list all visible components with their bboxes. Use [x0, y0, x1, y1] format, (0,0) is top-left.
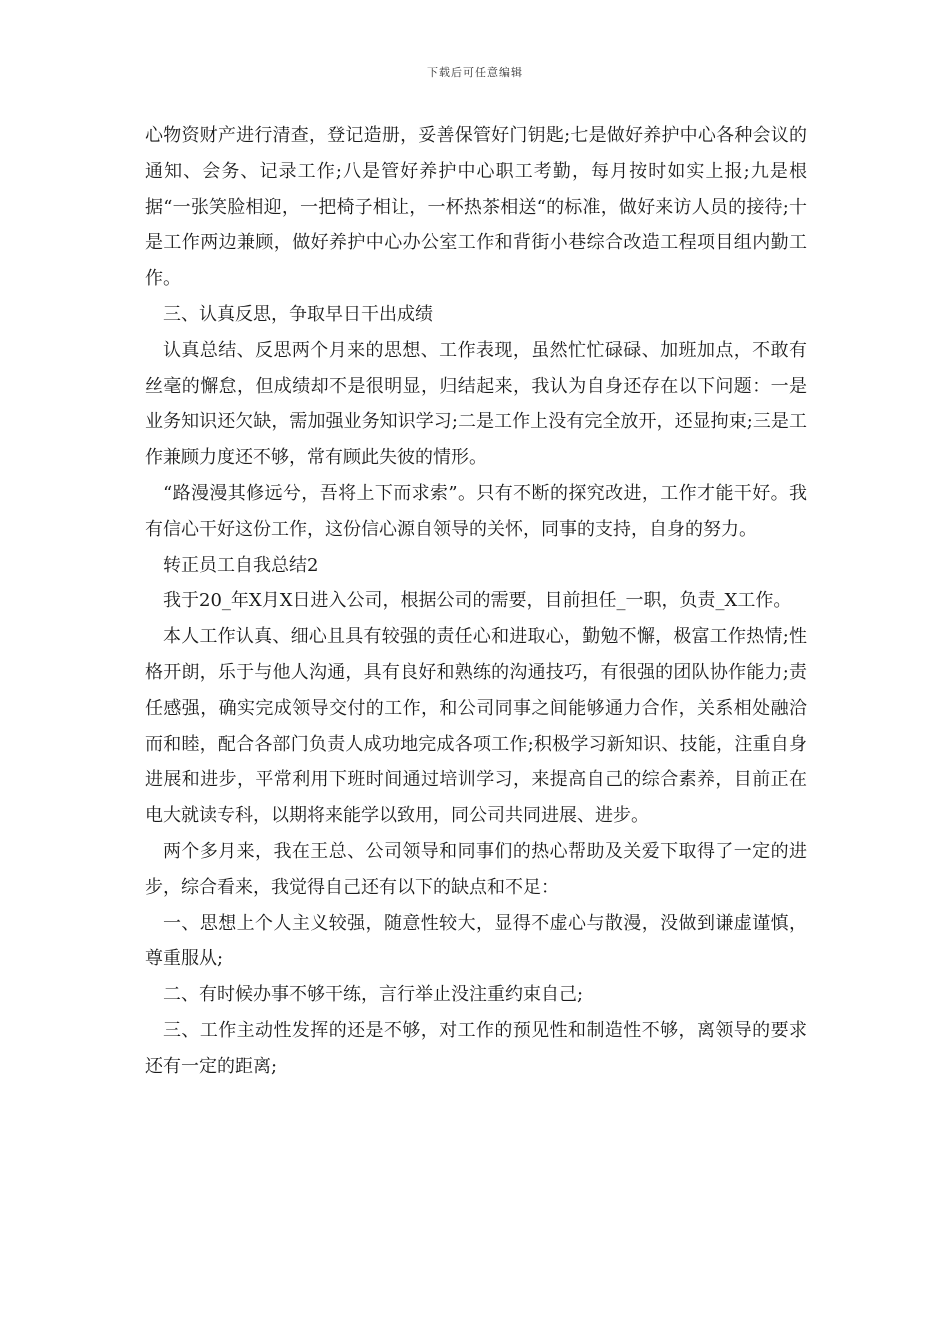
list-item: 二、有时候办事不够干练，言行举止没注重约束自己;	[163, 984, 584, 1006]
list-item: 三、工作主动性发挥的还是不够，对工作的预见性和制造性不够，离领导的要求还有一定的距离;	[145, 1019, 807, 1077]
paragraph: 本人工作认真、细心且具有较强的责任心和进取心，勤勉不懈，极富工作热情;性格开朗，乐于与他人沟通，具有良好和熟练的沟通技巧，有很强的团队协作能力;责任感强，确实完成领导交付的工作，和公司同事之间能够通力合作，关系相处融洽而和睦，配合各部门负责人成功地完成各项工作;积极学习新知识、技能，注重自身进展和进步，平常利用下班时间通过培训学习，来提高自己的综合素养，目前正在电大就读专科，以期将来能学以致用，同公司共同进展、进步。	[145, 626, 807, 827]
paragraph: 认真总结、反思两个月来的思想、工作表现，虽然忙忙碌碌、加班加点，不敢有丝毫的懈怠，但成绩却不是很明显，归结起来，我认为自身还存在以下问题：一是业务知识还欠缺，需加强业务知识学习;二是工作上没有完全放开，还显拘束;三是工作兼顾力度还不够，常有顾此失彼的情形。	[145, 339, 807, 469]
list-item: 一、思想上个人主义较强，随意性较大，显得不虚心与散漫，没做到谦虚谨慎，尊重服从;	[145, 912, 807, 970]
page-header: 下载后可任意编辑	[427, 66, 523, 79]
paragraph: 两个多月来，我在王总、公司领导和同事们的热心帮助及关爱下取得了一定的进步，综合看来，我觉得自己还有以下的缺点和不足：	[145, 840, 807, 898]
section-heading: 转正员工自我总结2	[163, 554, 319, 576]
document-body	[145, 118, 807, 1085]
paragraph: “路漫漫其修远兮，吾将上下而求索”。只有不断的探究改进，工作才能干好。我有信心干好这份工作，这份信心源自领导的关怀，同事的支持，自身的努力。	[145, 482, 807, 540]
section-heading: 三、认真反思，争取早日干出成绩	[163, 303, 433, 325]
paragraph: 我于20_年X月X日进入公司，根据公司的需要，目前担任_一职，负责_X工作。	[163, 590, 792, 612]
paragraph: 心物资财产进行清查，登记造册，妥善保管好门钥匙;七是做好养护中心各种会议的通知、会务、记录工作;八是管好养护中心职工考勤，每月按时如实上报;九是根据“一张笑脸相迎，一把椅子相让，一杯热茶相送“的标准，做好来访人员的接待;十是工作两边兼顾，做好养护中心办公室工作和背街小巷综合改造工程项目组内勤工作。	[145, 125, 807, 290]
